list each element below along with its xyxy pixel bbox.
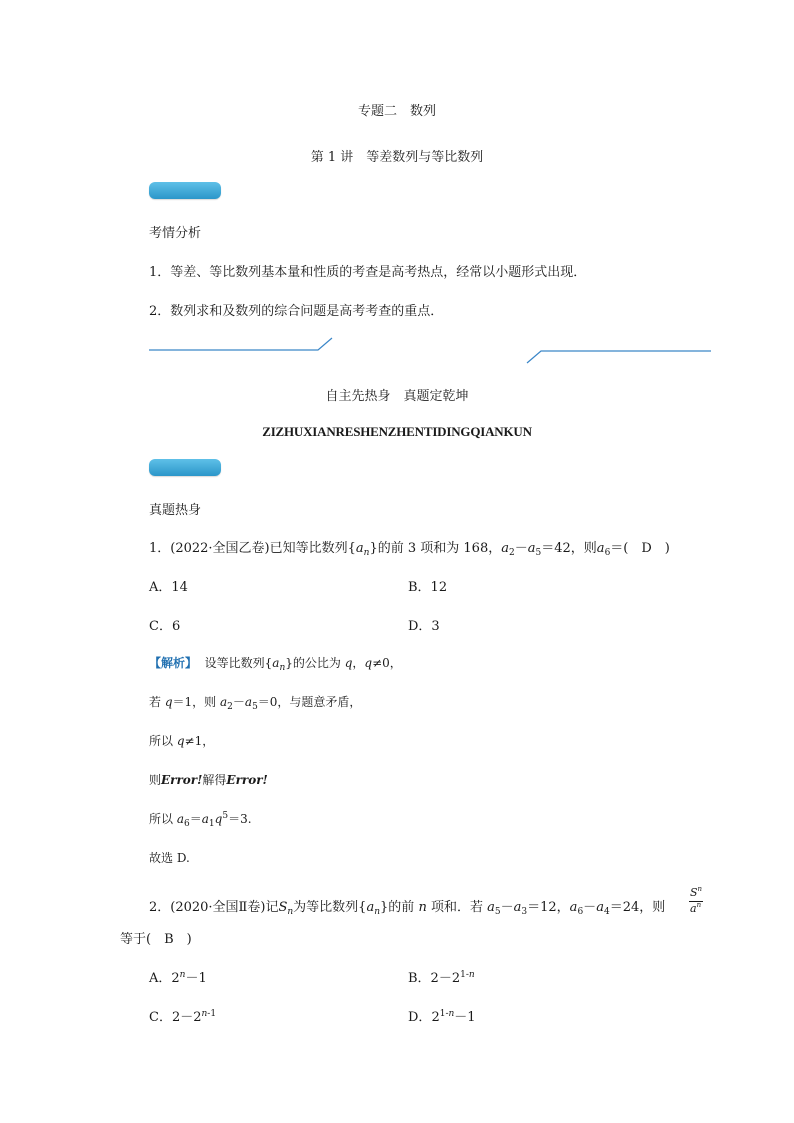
solution-line-3: 所以 q≠1，	[149, 734, 215, 748]
question-1-option-d: D．3	[408, 619, 440, 634]
question-1-option-c: C．6	[149, 619, 181, 634]
question-1-option-a: A．14	[149, 580, 188, 595]
question-2-option-b: B．$2-2^{1-n}$	[408, 970, 475, 986]
exam-analysis-point-1: 1．等差、等比数列基本量和性质的考查是高考热点，经常以小题形式出现．	[149, 265, 587, 280]
exam-analysis-point-2: 2．数列求和及数列的综合问题是高考考查的重点．	[149, 304, 444, 319]
lecture-title: 第 1 讲 等差数列与等比数列	[310, 150, 484, 165]
question-2-option-c: C．$2-2^{n-1}$	[149, 1009, 217, 1025]
section-banner-1	[149, 182, 221, 199]
question-2-option-d: D．$2^{1-n}-1$	[408, 1009, 476, 1025]
question-1-stem: 1．(2022·全国乙卷)已知等比数列$\{a_n\}$的前 3 项和为 168，$a_2-a_5=42$，则$a_6=$( D )	[149, 541, 670, 558]
question-2-stem: 2．(2020·全国Ⅱ卷)记$S_n$为等比数列$\{a_n\}$的前 n 项和．若 $a_5-a_3=12$，$a_6-a_4=24$，则	[149, 900, 666, 917]
exam-analysis-title: 考情分析	[149, 226, 202, 241]
question-2-stem-continued: 等于( B )	[120, 932, 192, 947]
solution-line-6: 故选 D.	[149, 851, 190, 865]
solution-line-4: 则Error!解得Error!	[149, 773, 268, 787]
section-divider	[0, 330, 794, 370]
section-pinyin: ZIZHUXIANRESHENZHENTIDINGQIANKUN	[262, 424, 532, 439]
solution-line-2: 若 q＝1，则 $a_2-a_5=0$，与题意矛盾，	[149, 695, 362, 712]
section-title: 自主先热身 真题定乾坤	[325, 389, 469, 404]
solution-line-5: 所以 $a_6=a_1q^5=3$.	[149, 811, 252, 829]
warmup-title: 真题热身	[149, 503, 202, 518]
solution-line-1: 【解析】 设等比数列$\{a_n\}$的公比为 q，q≠0，	[149, 656, 402, 673]
fraction-denominator: $a^n$	[690, 901, 702, 915]
question-1-option-b: B．12	[408, 580, 448, 595]
fraction-numerator: $S^n$	[690, 885, 703, 899]
topic-title: 专题二 数列	[357, 104, 436, 119]
question-2-option-a: A．$2^n-1$	[149, 970, 207, 986]
section-banner-2	[149, 459, 221, 476]
